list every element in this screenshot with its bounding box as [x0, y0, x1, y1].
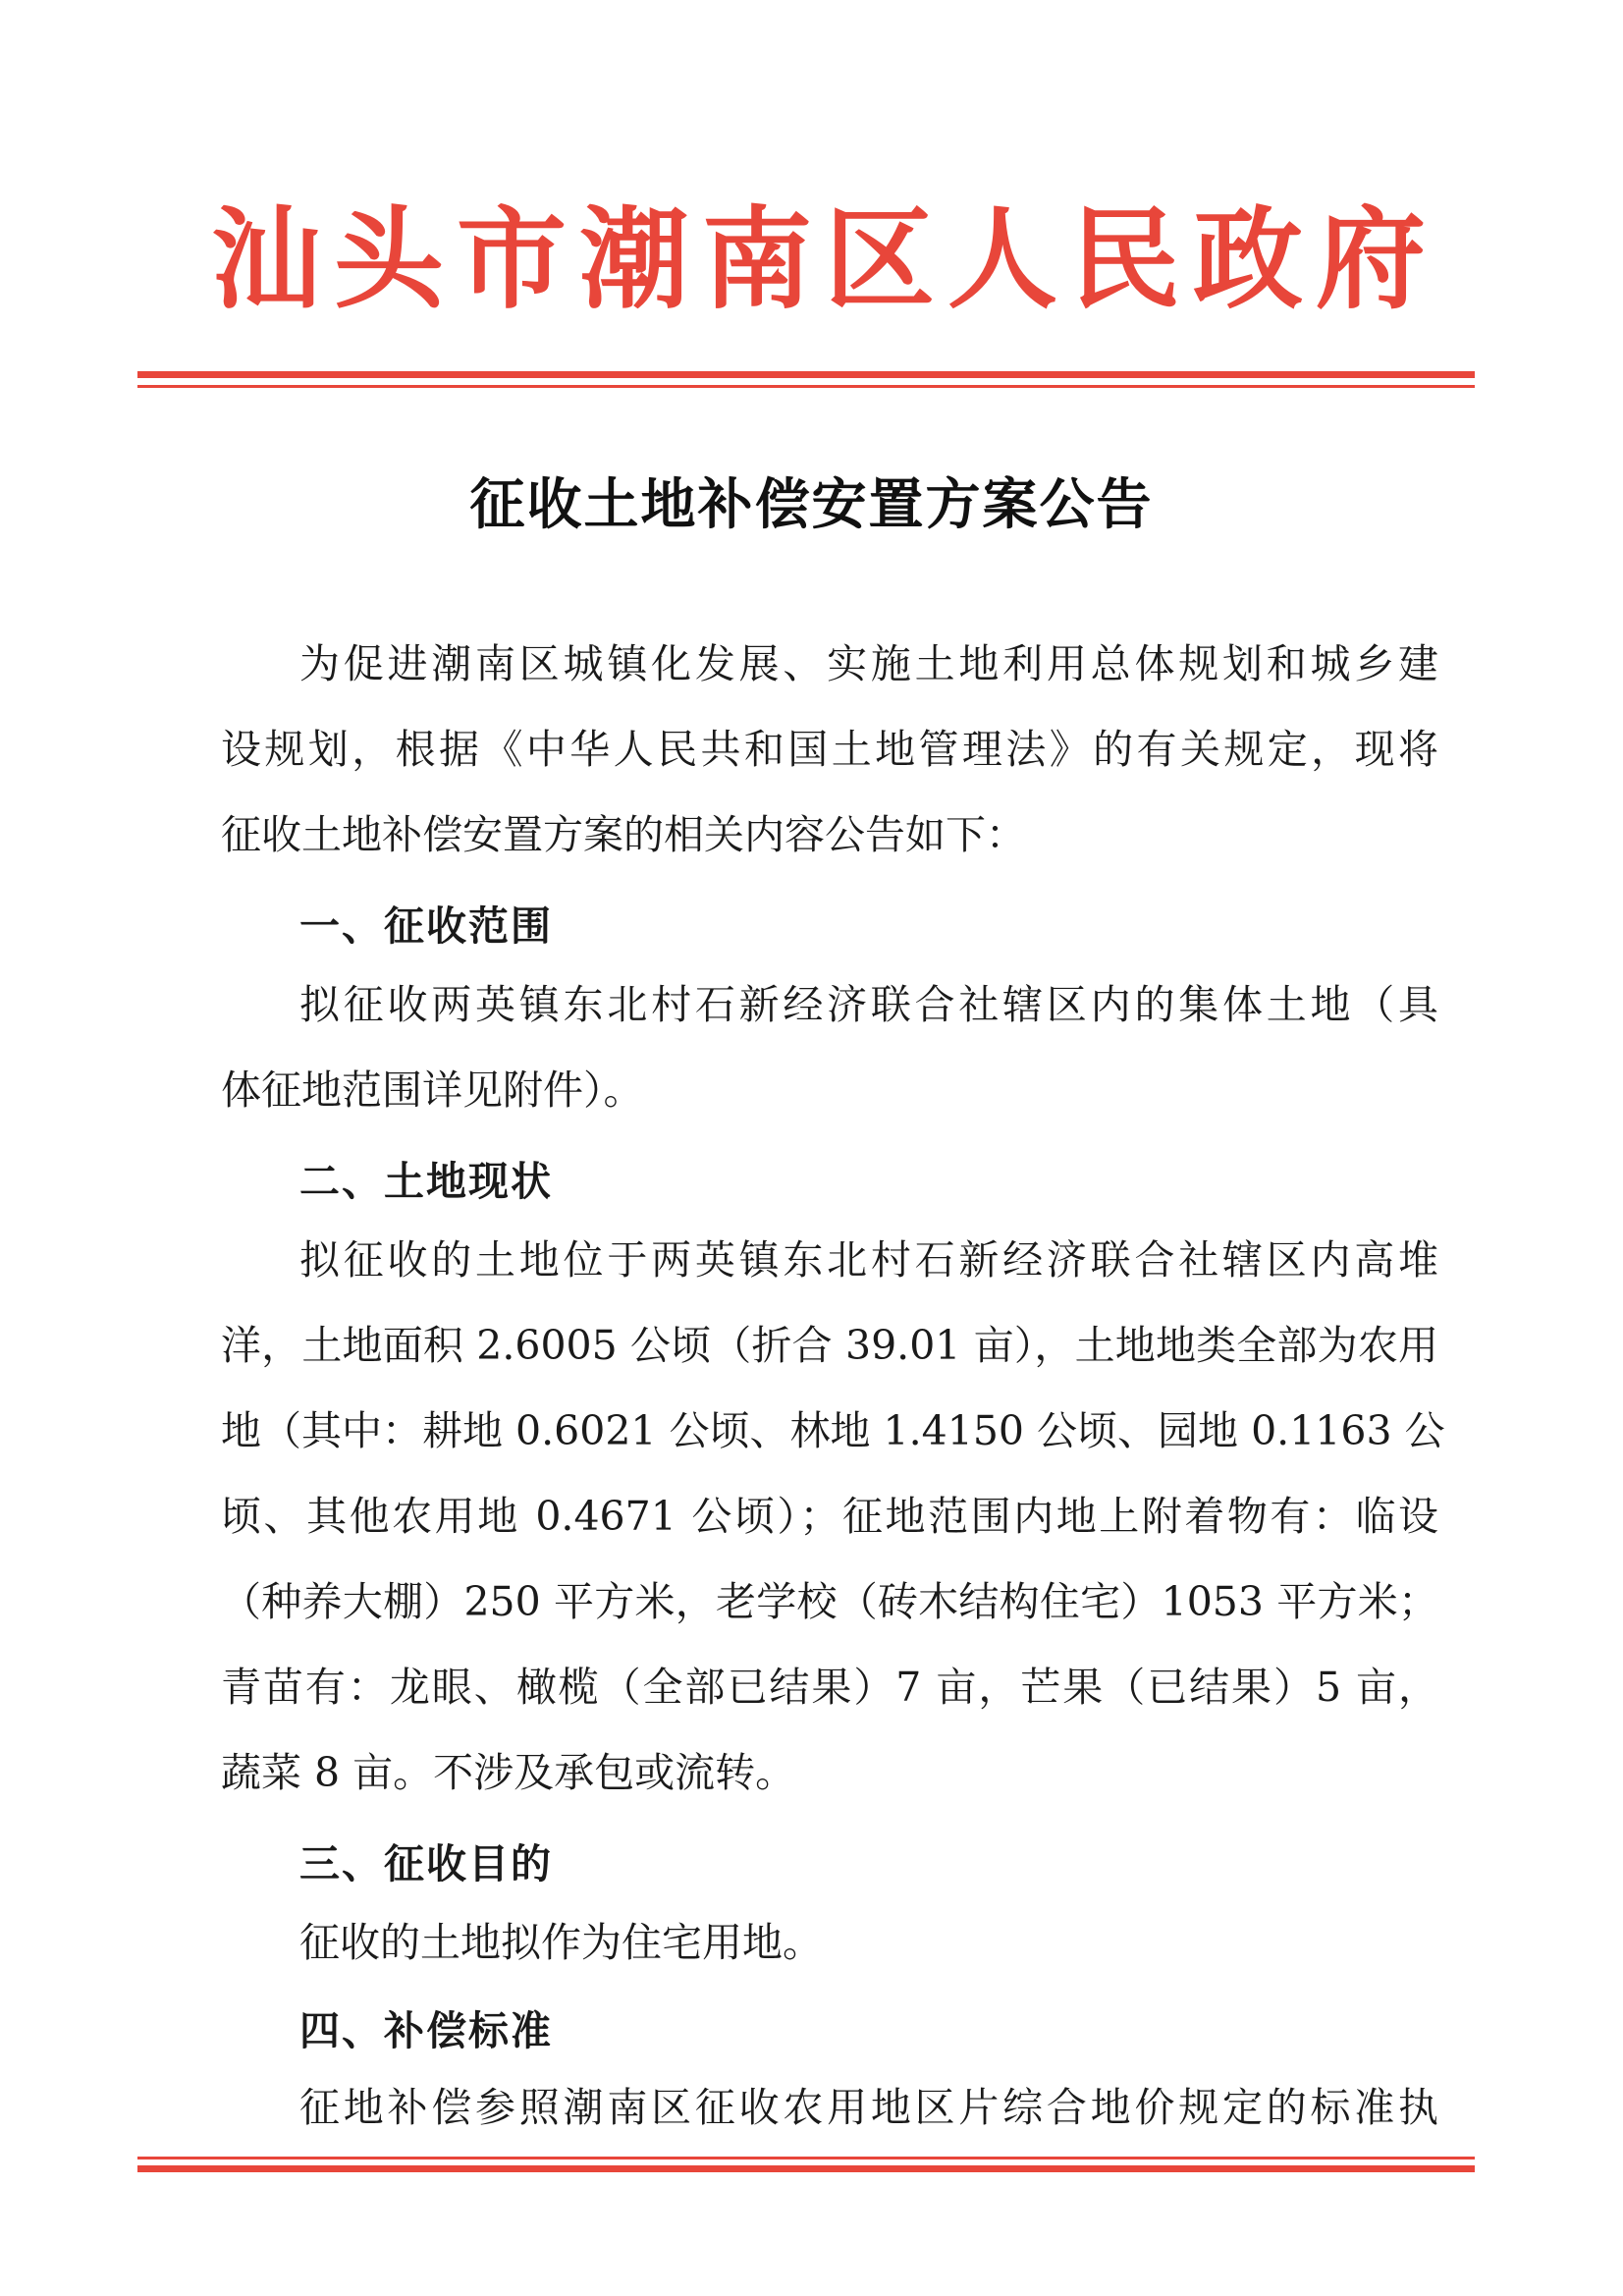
section-line: 征地补偿参照潮南区征收农用地区片综合地价规定的标准执 — [299, 2084, 1438, 2131]
section-line: 征收的土地拟作为住宅用地。 — [299, 1919, 823, 1966]
intro-line: 设规划，根据《中华人民共和国土地管理法》的有关规定，现将 — [221, 726, 1438, 773]
document-title: 征收土地补偿安置方案公告 — [469, 473, 1154, 537]
section-line: （种养大棚）250 平方米，老学校（砖木结构住宅）1053 平方米； — [221, 1578, 1438, 1625]
section-line: 青苗有：龙眼、橄榄（全部已结果）7 亩，芒果（已结果）5 亩， — [221, 1664, 1438, 1711]
header-rule-thick — [137, 371, 1475, 378]
section-line: 顷、其他农用地 0.4671 公顷）；征地范围内地上附着物有：临设 — [221, 1493, 1438, 1540]
footer-rule-thin — [137, 2157, 1475, 2159]
intro-line: 为促进潮南区城镇化发展、实施土地利用总体规划和城乡建 — [299, 640, 1438, 687]
masthead-title: 汕头市潮南区人民政府 — [211, 195, 1438, 324]
section-heading-compensation: 四、补偿标准 — [299, 2007, 553, 2054]
section-line: 地（其中：耕地 0.6021 公顷、林地 1.4150 公顷、园地 0.1163 公 — [221, 1407, 1445, 1454]
section-line: 蔬菜 8 亩。不涉及承包或流转。 — [221, 1749, 796, 1796]
section-line: 拟征收的土地位于两英镇东北村石新经济联合社辖区内高堆 — [299, 1236, 1438, 1284]
footer-rule-thick — [137, 2165, 1475, 2172]
section-heading-scope: 一、征收范围 — [299, 902, 553, 950]
header-rule-thin — [137, 385, 1475, 388]
section-heading-land-status: 二、土地现状 — [299, 1158, 553, 1205]
section-line: 体征地范围详见附件）。 — [221, 1066, 644, 1114]
section-heading-purpose: 三、征收目的 — [299, 1840, 553, 1887]
intro-line: 征收土地补偿安置方案的相关内容公告如下： — [221, 811, 1026, 858]
section-line: 拟征收两英镇东北村石新经济联合社辖区内的集体土地（具 — [299, 981, 1438, 1028]
section-line: 洋，土地面积 2.6005 公顷（折合 39.01 亩），土地地类全部为农用 — [221, 1322, 1438, 1369]
